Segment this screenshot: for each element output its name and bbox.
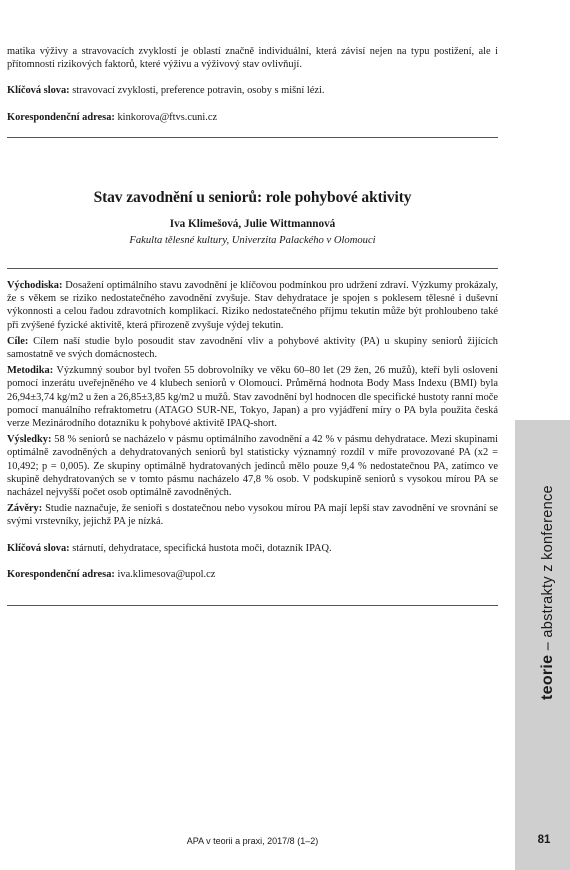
- section-text: Dosažení optimálního stavu zavodnění je klíčovou podmínkou pro udržení zdraví. Výzkumy prokázaly, že s věkem se riziko nedostatečného zavodnění zvyšuje. Stav dehydratace je spojen s poklesem tělesné i duševní výkonnosti a celou řadou zdravotních komplikací. Riziko nedostatečného příjmu tekutin může být prohloubeno také při zvýšené fyzické aktivitě, která přirozeně zvyšuje výdej tekutin.: [7, 280, 498, 331]
- section-tab-label: [539, 485, 557, 700]
- divider-top: [7, 137, 498, 138]
- address-label: Korespondenční adresa:: [7, 568, 115, 580]
- keywords-text: stravovací zvyklosti, preference potravin, osoby s mišní lézi.: [72, 85, 325, 97]
- section-background: [7, 279, 498, 332]
- article-address: [7, 568, 498, 581]
- article-abstract: [7, 279, 498, 581]
- section-aims: [7, 335, 498, 361]
- article-title: Stav zavodnění u seniorů: role pohybové aktivity: [93, 189, 412, 206]
- address-text: kinkorova@ftvs.cuni.cz: [117, 111, 218, 123]
- keywords-label: Klíčová slova:: [7, 85, 70, 97]
- section-methods: [7, 364, 498, 430]
- keywords-label: Klíčová slova:: [7, 542, 70, 554]
- section-text: Výzkumný soubor byl tvořen 55 dobrovolníky ve věku 60–80 let (29 žen, 26 mužů), kteří byli osloveni pomocí inzerátu uveřejněného ve 4 klubech seniorů v Olomouci. Průměrná hodnota Body Mass Indexu (BMI) byla 26,94±3,74 kg/m2 u žen a 26,85±3,85 kg/m2 u mužů. Stav zavodnění byl hodnocen dle specifické hustoty ranní moče pomocí manuálního refraktometru (ATAGO SUR-NE, Tokyo, Japan) a pro vyjádření míry o PA byla použita česká verze Mezinárodního dotazníku k pohybové aktivitě IPAQ-short.: [7, 365, 499, 430]
- section-label: Metodika:: [7, 365, 54, 377]
- previous-address: [7, 111, 498, 124]
- previous-abstract-continuation: matika výživy a stravovacích zvyklostí je oblastí značně individuální, která závisí nejen na typu postižení, ale i přítomnosti rizikových faktorů, které výživu a výživový stav ovlivňují.: [7, 46, 498, 71]
- keywords-text: stárnutí, dehydratace, specifická hustota moči, dotazník IPAQ.: [72, 542, 332, 554]
- page-number: 81: [537, 834, 551, 846]
- section-label: Výsledky:: [7, 434, 52, 446]
- previous-keywords: [7, 84, 498, 97]
- article-keywords: [7, 542, 498, 555]
- section-label: Východiska:: [7, 280, 63, 291]
- section-tab-rest: – abstrakty z konference: [540, 485, 556, 655]
- divider-bottom: [7, 605, 498, 606]
- address-text: iva.klimesova@upol.cz: [117, 568, 216, 580]
- article-authors: Iva Klimešová, Julie Wittmannová: [169, 218, 336, 230]
- section-label: Cíle:: [7, 335, 29, 347]
- journal-citation: APA v teorii a praxi, 2017/8 (1–2): [186, 836, 319, 846]
- page-footer: [0, 834, 570, 850]
- address-label: Korespondenční adresa:: [7, 111, 115, 123]
- section-text: 58 % seniorů se nacházelo v pásmu optimálního zavodnění a 42 % v pásmu dehydratace. Mezi skupinami optimálně zavodněných a dehydratovaných seniorů byl statisticky významný rozdíl v míře provozované PA (x2 = 10,492; p = 0,005). Ze skupiny optimálně hydratovaných jedinců mělo pouze 9,4 % nedostatečnou PA, zatímco ve skupině dehydratovaných se v tomto pásmu nacházelo 47,8 % osob. V podskupině seniorů s vysokou mírou PA se nacházel nejvyšší počet osob optimálně zavodněných.: [7, 434, 498, 499]
- divider-header: [7, 268, 498, 269]
- section-conclusions: [7, 502, 498, 528]
- section-text: Studie naznačuje, že senioři s dostatečnou nebo vysokou mírou PA mají lepší stav zavodnění ve srovnání se svými vrstevníky, jejichž PA je nízká.: [7, 503, 498, 528]
- section-results: [7, 433, 498, 499]
- section-tab-strong: teorie: [539, 654, 556, 700]
- previous-abstract: [7, 45, 498, 124]
- section-text: Cílem naší studie bylo posoudit stav zavodnění vliv a pohybové aktivity (PA) u skupiny seniorů žijících samostatně ve svých domácnostech.: [7, 335, 498, 361]
- article-affiliation: Fakulta tělesné kultury, Univerzita Palackého v Olomouci: [129, 235, 376, 246]
- section-label: Závěry:: [7, 503, 43, 515]
